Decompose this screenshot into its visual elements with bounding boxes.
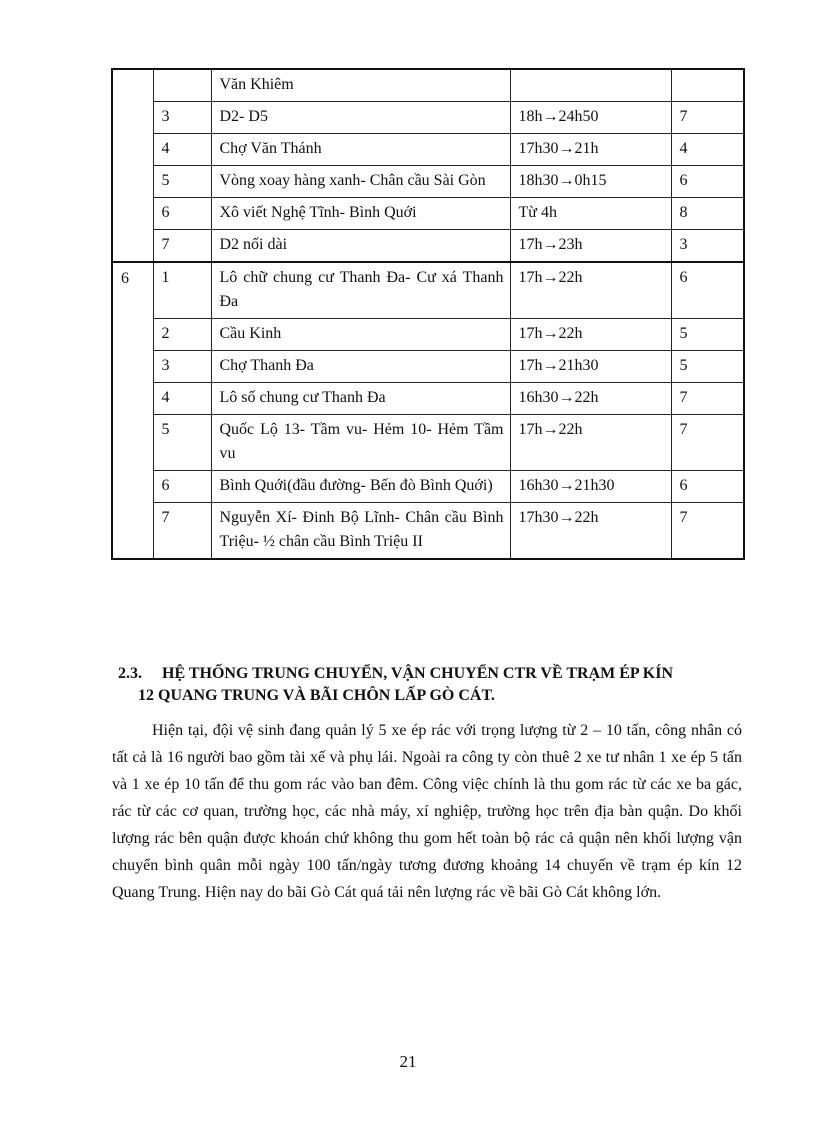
route-name-cell: Quốc Lộ 13- Tầm vu- Hẻm 10- Hẻm Tầm vu [211, 415, 510, 471]
route-number-cell: 4 [153, 134, 211, 166]
table-row [112, 471, 744, 503]
quantity-cell: 7 [671, 102, 744, 134]
quantity-cell: 5 [671, 351, 744, 383]
table-row [112, 503, 744, 560]
route-name-cell: Xô viết Nghệ Tĩnh- Bình Quới [211, 198, 510, 230]
route-name-cell: D2 nối dài [211, 230, 510, 263]
time-cell: 17h→23h [510, 230, 671, 263]
time-cell: 17h→21h30 [510, 351, 671, 383]
route-number-cell: 6 [153, 471, 211, 503]
time-cell: 16h30→22h [510, 383, 671, 415]
route-name-cell: Lô số chung cư Thanh Đa [211, 383, 510, 415]
time-cell [510, 69, 671, 102]
quantity-cell: 4 [671, 134, 744, 166]
collection-route-table [111, 68, 745, 560]
body-paragraph: Hiện tại, đội vệ sinh đang quản lý 5 xe ép rác với trọng lượng từ 2 – 10 tấn, công nhân có tất cả là 16 người bao gồm tài xế và phụ lái. Ngoài ra công ty còn thuê 2 xe tư nhân 1 xe ép 5 tấn và 1 xe ép 10 tấn để thu gom rác vào ban đêm. Công việc chính là thu gom rác từ các xe ba gác, rác từ các cơ quan, trường học, các nhà máy, xí nghiệp, trường học trên địa bàn quận. Do khối lượng rác bên quận được khoán chứ không thu gom hết toàn bộ rác cả quận nên khối lượng vận chuyển bình quân mỗi ngày 100 tấn/ngày tương đương khoảng 14 chuyến về trạm ép kín 12 Quang Trung. Hiện nay do bãi Gò Cát quá tải nên lượng rác về bãi Gò Cát không lớn. [112, 722, 742, 901]
section-title-line-1: HỆ THỐNG TRUNG CHUYỂN, VẬN CHUYỂN CTR VỀ TRẠM ÉP KÍN [162, 665, 674, 682]
section-heading [118, 663, 728, 707]
route-number-cell: 2 [153, 319, 211, 351]
table-row [112, 319, 744, 351]
district-cell: 6 [112, 262, 153, 559]
table-row [112, 383, 744, 415]
time-cell: 18h→24h50 [510, 102, 671, 134]
route-name-cell: Bình Quới(đầu đường- Bến đò Bình Quới) [211, 471, 510, 503]
route-number-cell: 5 [153, 415, 211, 471]
quantity-cell: 7 [671, 415, 744, 471]
route-name-cell: Cầu Kinh [211, 319, 510, 351]
quantity-cell: 6 [671, 471, 744, 503]
quantity-cell: 3 [671, 230, 744, 263]
time-cell: 17h→22h [510, 262, 671, 319]
route-number-cell: 5 [153, 166, 211, 198]
table-row [112, 69, 744, 102]
table-row [112, 102, 744, 134]
time-cell: 16h30→21h30 [510, 471, 671, 503]
route-number-cell: 3 [153, 102, 211, 134]
route-name-cell: Nguyễn Xí- Đinh Bộ Lĩnh- Chân cầu Bình Triệu- ½ chân cầu Bình Triệu II [211, 503, 510, 560]
quantity-cell: 5 [671, 319, 744, 351]
route-name-cell: Lô chữ chung cư Thanh Đa- Cư xá Thanh Đa [211, 262, 510, 319]
time-cell: 17h→22h [510, 319, 671, 351]
route-name-cell: Chợ Thanh Đa [211, 351, 510, 383]
time-cell: 18h30→0h15 [510, 166, 671, 198]
route-number-cell [153, 69, 211, 102]
quantity-cell: 7 [671, 383, 744, 415]
section-title-line-2: 12 QUANG TRUNG VÀ BÃI CHÔN LẤP GÒ CÁT. [138, 687, 495, 704]
quantity-cell [671, 69, 744, 102]
route-name-cell: D2- D5 [211, 102, 510, 134]
table-row [112, 198, 744, 230]
page-number: 21 [399, 1052, 417, 1071]
route-number-cell: 1 [153, 262, 211, 319]
district-cell [112, 69, 153, 262]
route-number-cell: 6 [153, 198, 211, 230]
section-number: 2.3. [118, 665, 142, 682]
route-number-cell: 3 [153, 351, 211, 383]
route-number-cell: 7 [153, 503, 211, 560]
time-cell: 17h30→22h [510, 503, 671, 560]
route-number-cell: 7 [153, 230, 211, 263]
route-name-cell: Vòng xoay hàng xanh- Chân cầu Sài Gòn [211, 166, 510, 198]
quantity-cell: 7 [671, 503, 744, 560]
route-name-cell: Văn Khiêm [211, 69, 510, 102]
quantity-cell: 8 [671, 198, 744, 230]
time-cell: 17h→22h [510, 415, 671, 471]
table-row [112, 166, 744, 198]
route-name-cell: Chợ Văn Thánh [211, 134, 510, 166]
time-cell: 17h30→21h [510, 134, 671, 166]
table-row [112, 230, 744, 263]
quantity-cell: 6 [671, 166, 744, 198]
table-row [112, 134, 744, 166]
time-cell: Từ 4h [510, 198, 671, 230]
route-number-cell: 4 [153, 383, 211, 415]
table-row [112, 351, 744, 383]
table-row [112, 415, 744, 471]
table-row [112, 262, 744, 319]
quantity-cell: 6 [671, 262, 744, 319]
